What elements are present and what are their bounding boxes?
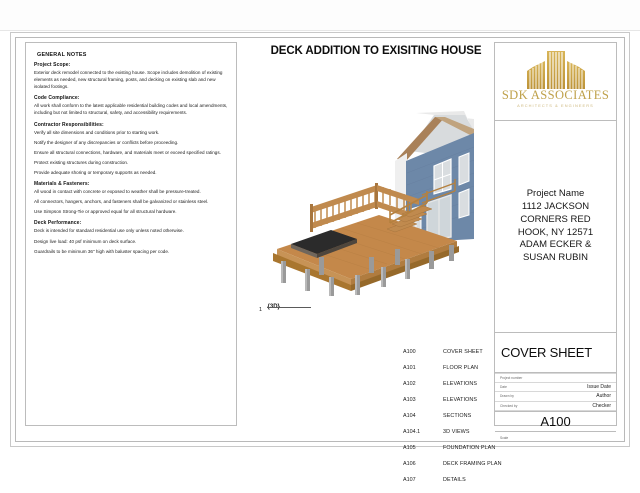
sheet-number: A100: [540, 414, 571, 429]
notes-paragraph: Guardrails to be minimum 36" high with baluster spacing per code.: [34, 248, 170, 254]
field-value: Issue Date: [587, 383, 611, 390]
sheet-index-row[interactable]: [403, 477, 535, 493]
sheet-name: COVER SHEET: [501, 345, 592, 360]
sheet-index-number: A107: [403, 477, 416, 483]
project-address-line: HOOK, NY 12571: [517, 226, 594, 238]
project-owner-line: SUSAN RUBIN: [523, 251, 588, 263]
notes-paragraph: Provide adequate shoring or temporary supports as needed.: [34, 169, 157, 175]
firm-tagline: ARCHITECTS & ENGINEERS: [517, 103, 594, 108]
field-project-number[interactable]: [495, 373, 616, 383]
notes-section: [34, 95, 229, 116]
sheet-index-name: FOUNDATION PLAN: [443, 445, 496, 451]
notes-paragraph: Ensure all structural connections, hardware, and materials meet or exceed specified ratings.: [34, 149, 221, 155]
field-drawn-by[interactable]: [495, 392, 616, 402]
project-info-block: [495, 121, 616, 333]
notes-paragraph: All work shall conform to the latest applicable residential building codes and local amendments, including but not limited to structural, safety, and accessibility requirements.: [34, 103, 228, 116]
building-logo-icon: [519, 47, 593, 89]
notes-paragraph: Use Simpson Strong-Tie or approved equal for all structural hardware.: [34, 209, 177, 215]
sheet-index-number: A106: [403, 461, 416, 467]
notes-section: [34, 181, 229, 215]
sheet-index-name: ELEVATIONS: [443, 381, 478, 387]
general-notes-title: GENERAL NOTES: [37, 52, 87, 58]
project-address-line: 1112 JACKSON: [521, 201, 590, 213]
notes-paragraph: Protect existing structures during construction.: [34, 159, 129, 165]
view-title-block: [259, 295, 379, 313]
field-value: Author: [596, 393, 611, 400]
view-title-rule: [267, 307, 311, 308]
notes-section: [34, 122, 229, 177]
notes-paragraph: All wood in contact with concrete or exposed to weather shall be pressure-treated.: [34, 189, 201, 195]
project-name-line: Project Name: [526, 188, 585, 200]
general-notes-panel: [25, 42, 237, 426]
sheet-index-number: A103: [403, 397, 416, 403]
notes-paragraph: Exterior deck remodel connected to the existing house. Scope includes demolition of existing elements as needed, new structural framing, posts, and decking on existing slab and new isolated footings.: [34, 70, 223, 90]
sheet-index-number: A102: [403, 381, 416, 387]
sheet-index-row[interactable]: [403, 445, 535, 461]
sheet-index-number: A104: [403, 413, 416, 419]
field-label: Drawn by: [500, 394, 514, 399]
field-date[interactable]: [495, 383, 616, 393]
sheet-number-block: [495, 411, 616, 432]
sheet-index-name: 3D VIEWS: [443, 429, 470, 435]
scale-label: Scale: [500, 436, 509, 440]
notes-section: [34, 62, 229, 90]
title-block-fields: [495, 373, 616, 411]
view-number: 1: [259, 307, 263, 313]
field-label: Project number: [500, 375, 523, 380]
view-name: {3D}: [267, 304, 280, 310]
sheet-index-number: A104.1: [403, 429, 421, 435]
notes-paragraph: All connectors, hangers, anchors, and fasteners shall be galvanized or stainless steel.: [34, 199, 209, 205]
notes-heading: Contractor Responsibilities:: [34, 121, 104, 128]
sheet-index-number: A105: [403, 445, 416, 451]
sheet-name-block: [495, 333, 616, 373]
sheet-index-name: SECTIONS: [443, 413, 472, 419]
notes-paragraph: Design live load: 40 psf minimum on deck surface.: [34, 238, 137, 244]
sheet-index-name: DECK FRAMING PLAN: [443, 461, 502, 467]
field-value: Checker: [592, 402, 611, 409]
sheet-index-number: A100: [403, 349, 416, 355]
project-owner-line: ADAM ECKER &: [519, 239, 592, 251]
notes-heading: Deck Performance:: [34, 220, 82, 227]
drawing-sheet: [10, 32, 630, 483]
scale-block: [495, 432, 616, 444]
sheet-index-name: ELEVATIONS: [443, 397, 478, 403]
title-block-column: [494, 42, 617, 440]
project-address-line: CORNERS RED: [520, 213, 591, 225]
sheet-index-number: A101: [403, 365, 416, 371]
field-label: Date: [500, 384, 507, 389]
notes-heading: Code Compliance:: [34, 95, 80, 102]
3d-house-deck-illustration: [259, 111, 474, 296]
app-chrome-strip: [0, 0, 640, 31]
firm-name: SDK ASSOCIATES: [501, 88, 610, 102]
notes-paragraph: Notify the designer of any discrepancies or conflicts before proceeding.: [34, 139, 179, 145]
sheet-index-row[interactable]: [403, 461, 535, 477]
sheet-index-name: DETAILS: [443, 477, 466, 483]
field-checked-by[interactable]: [495, 402, 616, 412]
notes-section: [34, 220, 229, 254]
notes-heading: Project Scope:: [34, 62, 71, 68]
field-label: Checked by: [500, 403, 518, 408]
notes-heading: Materials & Fasteners:: [34, 181, 90, 188]
sheet-main-title: DECK ADDITION TO EXISITING HOUSE: [270, 45, 482, 57]
firm-logo-block: [495, 43, 616, 121]
notes-paragraph: Verify all site dimensions and conditions prior to starting work.: [34, 129, 160, 135]
sheet-index-name: FLOOR PLAN: [443, 365, 479, 371]
3d-view-render: [259, 111, 474, 296]
notes-paragraph: Deck is intended for standard residential use only unless noted otherwise.: [34, 228, 184, 234]
sheet-index-name: COVER SHEET: [443, 349, 483, 355]
